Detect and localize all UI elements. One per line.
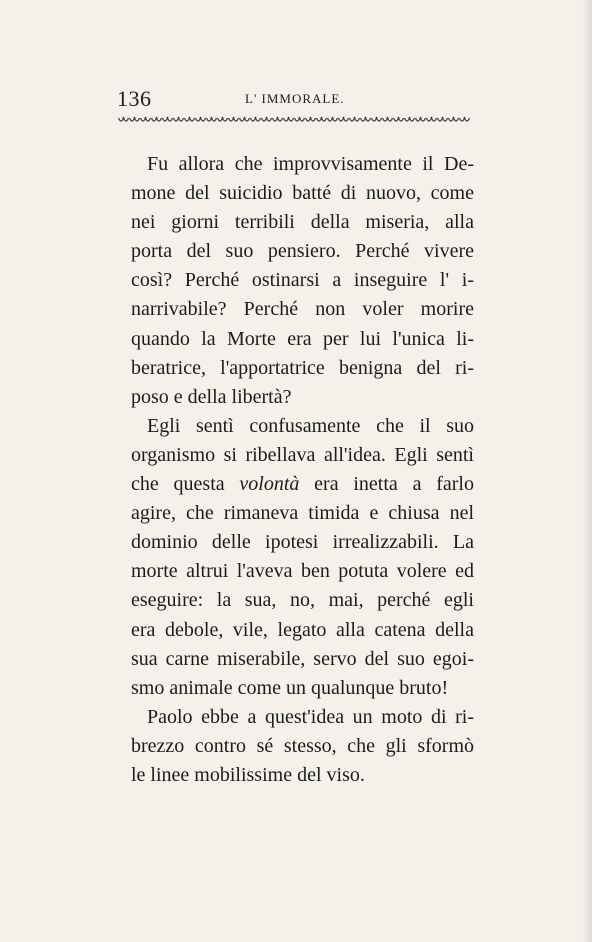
text-line: beratrice, l'apportatrice benigna del ri- — [131, 356, 474, 379]
text-line: quando la Morte era per lui l'unica li- — [131, 327, 474, 350]
text-line: Egli sentì confusamente che il suo — [147, 414, 474, 437]
text-line: porta del suo pensiero. Perché vivere — [131, 240, 474, 263]
body-text — [131, 150, 474, 790]
text-line: morte altrui l'aveva ben potuta volere ed — [131, 560, 474, 583]
text-line: le linee mobilissime del viso. — [131, 763, 365, 786]
text-line: sua carne miserabile, servo del suo egoi- — [131, 647, 474, 670]
running-head: L' IMMORALE. — [245, 91, 345, 106]
italic-word: volontà — [239, 473, 300, 496]
text-line — [131, 470, 474, 499]
text-line: Paolo ebbe a quest'idea un moto di ri- — [147, 705, 474, 728]
text-segment: che questa — [131, 473, 240, 496]
text-line: Fu allora che improvvisamente il De- — [147, 153, 474, 175]
ornamental-rule — [118, 115, 470, 127]
text-line: agire, che rimaneva timida e chiusa nel — [131, 502, 474, 525]
page-number: 136 — [117, 86, 152, 111]
text-line: nei giorni terribili della miseria, alla — [131, 211, 474, 234]
text-line: organismo si ribellava all'idea. Egli sentì — [131, 443, 474, 466]
text-line: narrivabile? Perché non voler morire — [131, 298, 474, 321]
text-line: brezzo contro sé stesso, che gli sformò — [131, 734, 474, 757]
text-line: eseguire: la sua, no, mai, perché egli — [131, 589, 474, 612]
text-line: smo animale come un qualunque bruto! — [131, 676, 449, 699]
text-line: così? Perché ostinarsi a inseguire l' i- — [131, 269, 474, 292]
text-line: dominio delle ipotesi irrealizzabili. La — [131, 531, 474, 554]
page-edge-shadow — [582, 0, 592, 942]
text-segment: era inetta a farlo — [299, 473, 474, 496]
text-line: poso e della libertà? — [131, 385, 292, 408]
text-line: era debole, vile, legato alla catena della — [131, 618, 474, 641]
text-line: mone del suicidio batté di nuovo, come — [131, 182, 474, 205]
